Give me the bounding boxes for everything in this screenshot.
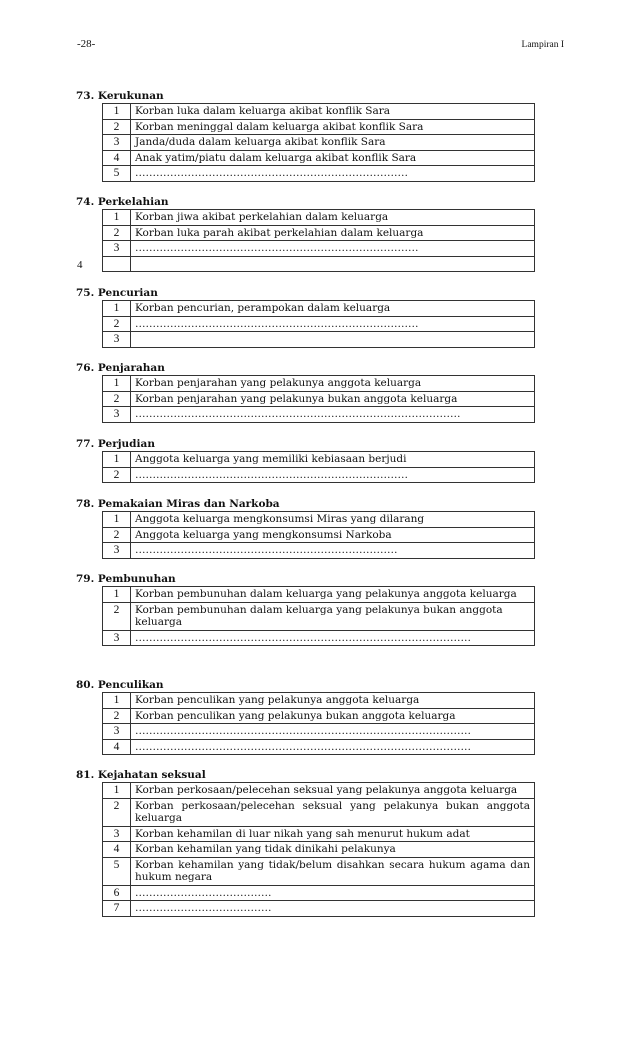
row-text: ……………………………………………………………………… bbox=[131, 316, 535, 332]
row-number: 3 bbox=[103, 135, 131, 151]
item-table bbox=[102, 300, 535, 348]
item-table bbox=[102, 782, 535, 917]
row-text: Korban penjarahan yang pelakunya bukan anggota keluarga bbox=[131, 391, 535, 407]
table-row bbox=[103, 901, 535, 917]
row-number: 6 bbox=[103, 885, 131, 901]
row-text: Korban meninggal dalam keluarga akibat konflik Sara bbox=[131, 119, 535, 135]
table-row bbox=[103, 708, 535, 724]
table-row bbox=[103, 798, 535, 826]
item-table bbox=[102, 375, 535, 423]
table-row bbox=[103, 630, 535, 646]
section-title: 79. Pembunuhan bbox=[76, 573, 176, 585]
table-row bbox=[103, 602, 535, 630]
table-row bbox=[103, 166, 535, 182]
row-number: 4 bbox=[103, 842, 131, 858]
row-number: 1 bbox=[103, 301, 131, 317]
section-title: 76. Penjarahan bbox=[76, 362, 165, 374]
table-row bbox=[103, 527, 535, 543]
row-text bbox=[131, 256, 535, 272]
table-row bbox=[103, 467, 535, 483]
row-number: 5 bbox=[103, 857, 131, 885]
section bbox=[76, 287, 536, 348]
row-text: …………………………………………………………………………………… bbox=[131, 739, 535, 755]
row-number: 2 bbox=[103, 602, 131, 630]
table-row bbox=[103, 512, 535, 528]
stray-number: 4 bbox=[77, 259, 83, 271]
table-row bbox=[103, 587, 535, 603]
row-number: 3 bbox=[103, 332, 131, 348]
table-row bbox=[103, 452, 535, 468]
section bbox=[76, 90, 536, 182]
row-number: 4 bbox=[103, 150, 131, 166]
row-text bbox=[131, 332, 535, 348]
row-number: 3 bbox=[103, 724, 131, 740]
row-text: ………………………………… bbox=[131, 901, 535, 917]
row-text: Anggota keluarga mengkonsumsi Miras yang dilarang bbox=[131, 512, 535, 528]
section-title: 77. Perjudian bbox=[76, 438, 155, 450]
table-row bbox=[103, 256, 535, 272]
table-row bbox=[103, 135, 535, 151]
row-text: Anggota keluarga yang memiliki kebiasaan berjudi bbox=[131, 452, 535, 468]
row-number: 2 bbox=[103, 798, 131, 826]
row-number: 1 bbox=[103, 452, 131, 468]
section-title: 75. Pencurian bbox=[76, 287, 158, 299]
table-row bbox=[103, 693, 535, 709]
table-row bbox=[103, 119, 535, 135]
row-number: 7 bbox=[103, 901, 131, 917]
section bbox=[76, 196, 536, 272]
table-row bbox=[103, 301, 535, 317]
row-number: 5 bbox=[103, 166, 131, 182]
row-number: 2 bbox=[103, 391, 131, 407]
table-row bbox=[103, 376, 535, 392]
table-row bbox=[103, 739, 535, 755]
section bbox=[76, 438, 536, 483]
section-title: 80. Penculikan bbox=[76, 679, 164, 691]
row-number: 1 bbox=[103, 587, 131, 603]
item-table bbox=[102, 692, 535, 755]
row-text: ………………………………………………………………… bbox=[131, 543, 535, 559]
row-text: Korban jiwa akibat perkelahian dalam keluarga bbox=[131, 210, 535, 226]
row-text: Korban penculikan yang pelakunya bukan anggota keluarga bbox=[131, 708, 535, 724]
row-number: 1 bbox=[103, 210, 131, 226]
row-number: 2 bbox=[103, 708, 131, 724]
row-number: 3 bbox=[103, 630, 131, 646]
row-text: Korban perkosaan/pelecehan seksual yang pelakunya anggota keluarga bbox=[131, 783, 535, 799]
row-number: 2 bbox=[103, 225, 131, 241]
section bbox=[76, 679, 536, 755]
table-row bbox=[103, 316, 535, 332]
row-text: …………………………………………………………………… bbox=[131, 166, 535, 182]
row-text: Korban luka dalam keluarga akibat konflik Sara bbox=[131, 104, 535, 120]
table-row bbox=[103, 783, 535, 799]
table-row bbox=[103, 407, 535, 423]
row-number: 2 bbox=[103, 467, 131, 483]
row-text: Korban pembunuhan dalam keluarga yang pelakunya bukan anggota keluarga bbox=[131, 602, 535, 630]
row-text: Janda/duda dalam keluarga akibat konflik Sara bbox=[131, 135, 535, 151]
table-row bbox=[103, 842, 535, 858]
table-row bbox=[103, 724, 535, 740]
section bbox=[76, 769, 536, 917]
row-text: Korban perkosaan/pelecehan seksual yang pelakunya bukan anggota keluarga bbox=[131, 798, 535, 826]
table-row bbox=[103, 225, 535, 241]
row-number: 3 bbox=[103, 407, 131, 423]
section bbox=[76, 573, 536, 646]
section-title: 78. Pemakaian Miras dan Narkoba bbox=[76, 498, 280, 510]
table-row bbox=[103, 885, 535, 901]
table-row bbox=[103, 104, 535, 120]
row-text: Korban pembunuhan dalam keluarga yang pelakunya anggota keluarga bbox=[131, 587, 535, 603]
table-row bbox=[103, 150, 535, 166]
row-number: 1 bbox=[103, 783, 131, 799]
row-text: ……………………………………………………………………… bbox=[131, 241, 535, 257]
row-number: 1 bbox=[103, 512, 131, 528]
row-number: 4 bbox=[103, 739, 131, 755]
row-text: Anggota keluarga yang mengkonsumsi Narkoba bbox=[131, 527, 535, 543]
table-row bbox=[103, 857, 535, 885]
table-row bbox=[103, 210, 535, 226]
row-number: 3 bbox=[103, 543, 131, 559]
row-number: 1 bbox=[103, 376, 131, 392]
row-text: ………………………………… bbox=[131, 885, 535, 901]
section bbox=[76, 498, 536, 559]
row-number bbox=[103, 256, 131, 272]
row-text: Korban penculikan yang pelakunya anggota keluarga bbox=[131, 693, 535, 709]
row-number: 1 bbox=[103, 693, 131, 709]
item-table bbox=[102, 451, 535, 483]
row-text: …………………………………………………………………………………… bbox=[131, 630, 535, 646]
page-number: -28- bbox=[77, 38, 96, 50]
row-number: 3 bbox=[103, 826, 131, 842]
item-table bbox=[102, 209, 535, 272]
table-row bbox=[103, 391, 535, 407]
item-table bbox=[102, 586, 535, 646]
row-number: 2 bbox=[103, 527, 131, 543]
table-row bbox=[103, 241, 535, 257]
table-row bbox=[103, 826, 535, 842]
table-row bbox=[103, 332, 535, 348]
row-text: Korban kehamilan yang tidak/belum disahkan secara hukum agama dan hukum negara bbox=[131, 857, 535, 885]
row-number: 2 bbox=[103, 316, 131, 332]
row-text: Korban luka parah akibat perkelahian dalam keluarga bbox=[131, 225, 535, 241]
row-text: …………………………………………………………………… bbox=[131, 467, 535, 483]
item-table bbox=[102, 511, 535, 559]
row-text: Korban kehamilan yang tidak dinikahi pelakunya bbox=[131, 842, 535, 858]
row-text: Korban penjarahan yang pelakunya anggota keluarga bbox=[131, 376, 535, 392]
row-text: Korban pencurian, perampokan dalam keluarga bbox=[131, 301, 535, 317]
appendix-label: Lampiran I bbox=[521, 40, 564, 50]
row-text: Anak yatim/piatu dalam keluarga akibat konflik Sara bbox=[131, 150, 535, 166]
row-number: 3 bbox=[103, 241, 131, 257]
table-row bbox=[103, 543, 535, 559]
section-title: 73. Kerukunan bbox=[76, 90, 164, 102]
section-title: 74. Perkelahian bbox=[76, 196, 169, 208]
item-table bbox=[102, 103, 535, 182]
row-text: …………………………………………………………………………………… bbox=[131, 724, 535, 740]
section-title: 81. Kejahatan seksual bbox=[76, 769, 206, 781]
row-number: 1 bbox=[103, 104, 131, 120]
row-text: Korban kehamilan di luar nikah yang sah menurut hukum adat bbox=[131, 826, 535, 842]
row-text: ………………………………………………………………………………… bbox=[131, 407, 535, 423]
row-number: 2 bbox=[103, 119, 131, 135]
section bbox=[76, 362, 536, 423]
